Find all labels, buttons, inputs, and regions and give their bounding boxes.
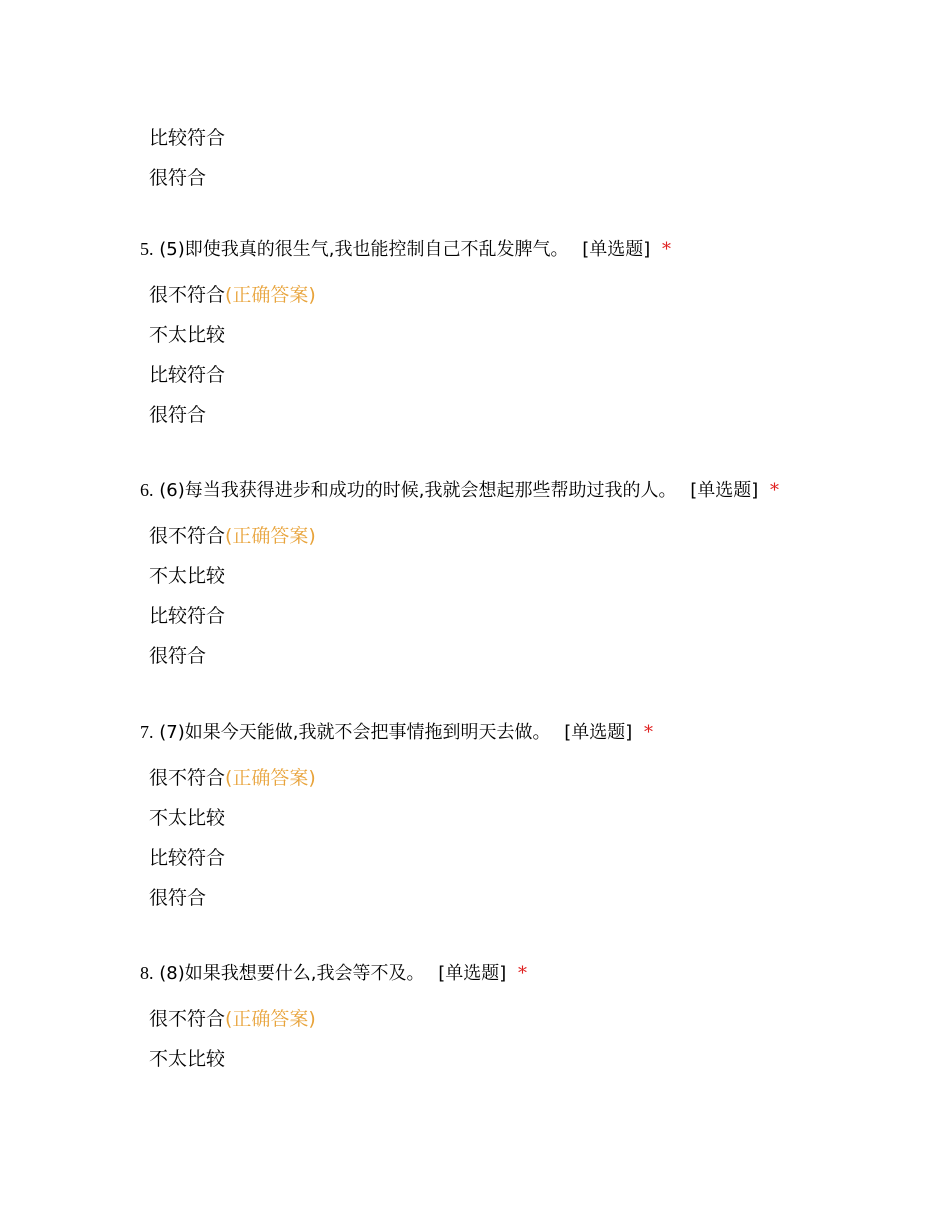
- question-title: [140, 718, 653, 746]
- option-item[interactable]: [149, 395, 671, 435]
- option-label: 很符合: [149, 887, 207, 909]
- required-mark: *: [643, 722, 653, 743]
- question-number: 5.: [140, 239, 154, 259]
- question-type: [单选题]: [564, 722, 633, 743]
- question-title: [140, 476, 779, 504]
- question-type: [单选题]: [438, 963, 507, 984]
- question-4-options-continued: [149, 118, 225, 198]
- question-text: (7)如果今天能做,我就不会把事情拖到明天去做。: [159, 722, 551, 743]
- option-label: 很不符合: [149, 284, 226, 306]
- correct-answer-tag: (正确答案): [225, 1008, 316, 1030]
- option-list: [149, 758, 653, 918]
- question-type: [单选题]: [582, 239, 651, 260]
- option-label: 很符合: [149, 645, 207, 667]
- option-item[interactable]: [149, 275, 671, 315]
- option-label: 不太比较: [149, 1048, 226, 1070]
- option-item[interactable]: [149, 798, 653, 838]
- required-mark: *: [517, 963, 527, 984]
- question-5: [140, 235, 671, 435]
- option-item[interactable]: [149, 596, 779, 636]
- required-mark: *: [769, 480, 779, 501]
- correct-answer-tag: (正确答案): [225, 284, 316, 306]
- question-type: [单选题]: [690, 480, 759, 501]
- option-item[interactable]: [149, 878, 653, 918]
- option-label: 比较符合: [149, 127, 226, 149]
- question-text: (6)每当我获得进步和成功的时候,我就会想起那些帮助过我的人。: [159, 480, 677, 501]
- question-number: 7.: [140, 722, 154, 742]
- option-item[interactable]: [149, 355, 671, 395]
- option-label: 很符合: [149, 167, 207, 189]
- option-list: [149, 999, 527, 1079]
- option-label: 很符合: [149, 404, 207, 426]
- question-title: [140, 235, 671, 263]
- option-label: 很不符合: [149, 1008, 226, 1030]
- option-item[interactable]: [149, 516, 779, 556]
- question-8: [140, 959, 527, 1079]
- option-item[interactable]: [149, 1039, 527, 1079]
- correct-answer-tag: (正确答案): [225, 525, 316, 547]
- question-number: 8.: [140, 963, 154, 983]
- option-list: [149, 275, 671, 435]
- option-item[interactable]: [149, 556, 779, 596]
- option-item[interactable]: [149, 999, 527, 1039]
- required-mark: *: [661, 239, 671, 260]
- option-label: 很不符合: [149, 767, 226, 789]
- option-item[interactable]: [149, 636, 779, 676]
- option-item[interactable]: [149, 118, 225, 158]
- option-item[interactable]: [149, 315, 671, 355]
- correct-answer-tag: (正确答案): [225, 767, 316, 789]
- option-label: 不太比较: [149, 565, 226, 587]
- option-label: 比较符合: [149, 364, 226, 386]
- option-item[interactable]: [149, 758, 653, 798]
- question-6: [140, 476, 779, 676]
- option-item[interactable]: [149, 838, 653, 878]
- option-list: [149, 516, 779, 676]
- option-label: 比较符合: [149, 847, 226, 869]
- option-label: 很不符合: [149, 525, 226, 547]
- option-label: 不太比较: [149, 807, 226, 829]
- question-text: (8)如果我想要什么,我会等不及。: [159, 963, 425, 984]
- question-7: [140, 718, 653, 918]
- option-label: 不太比较: [149, 324, 226, 346]
- question-number: 6.: [140, 480, 154, 500]
- option-label: 比较符合: [149, 605, 226, 627]
- option-item[interactable]: [149, 158, 225, 198]
- question-title: [140, 959, 527, 987]
- question-text: (5)即使我真的很生气,我也能控制自己不乱发脾气。: [159, 239, 569, 260]
